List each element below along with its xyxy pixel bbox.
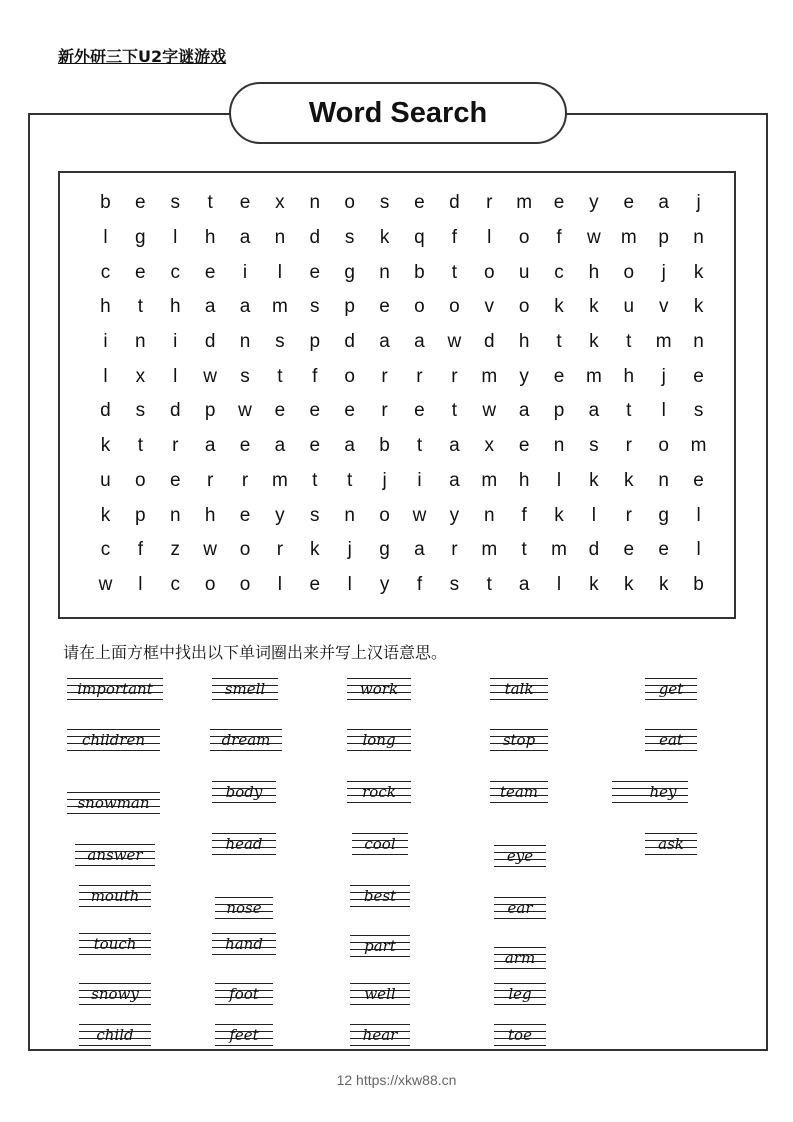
grid-letter: m (481, 539, 498, 561)
grid-letter: l (173, 365, 178, 387)
grid-letter: l (696, 539, 701, 561)
grid-letter: r (451, 539, 458, 561)
grid-letter: k (624, 573, 634, 595)
grid-letter: w (447, 331, 462, 353)
puzzle-title: Word Search (229, 82, 567, 144)
word-child: child (79, 1020, 151, 1050)
grid-letter: g (658, 504, 669, 526)
grid-letter: a (274, 435, 286, 457)
grid-letter: w (203, 365, 217, 387)
grid-letter: l (103, 365, 108, 387)
grid-letter: u (518, 261, 530, 283)
grid-letter: b (100, 192, 111, 214)
grid-letter: o (518, 296, 530, 318)
grid-letter: k (693, 296, 704, 318)
grid-letter: k (589, 331, 599, 353)
grid-letter: s (310, 504, 320, 526)
word-eye: eye (494, 841, 546, 871)
grid-row (88, 290, 716, 325)
grid-letter: r (241, 469, 249, 491)
word-team: team (490, 777, 548, 807)
grid-letter: e (693, 365, 704, 387)
word-foot: foot (215, 979, 273, 1009)
grid-letter: o (239, 539, 251, 561)
grid-letter: t (521, 539, 527, 561)
grid-letter: o (658, 435, 669, 457)
grid-letter: f (556, 227, 562, 249)
grid-letter: o (344, 192, 355, 214)
grid-letter: r (206, 469, 214, 491)
grid-letter: l (103, 227, 108, 249)
grid-letter: r (625, 504, 632, 526)
grid-letter: l (277, 573, 283, 595)
grid-letter: g (135, 227, 146, 249)
grid-letter: n (169, 504, 181, 526)
grid-letter: k (554, 504, 564, 526)
grid-letter: m (481, 469, 498, 491)
grid-letter: y (589, 192, 599, 214)
grid-letter: o (483, 261, 495, 283)
grid-letter: e (274, 400, 286, 422)
grid-letter: p (204, 400, 216, 422)
grid-letter: c (170, 261, 180, 283)
grid-row (88, 325, 716, 360)
grid-letter: n (135, 331, 146, 353)
grid-letter: d (449, 192, 460, 214)
grid-letter: r (381, 365, 388, 387)
grid-letter: e (693, 469, 704, 491)
grid-letter: h (588, 261, 600, 283)
word-toe: toe (494, 1020, 546, 1050)
grid-letter: l (173, 227, 178, 249)
word-arm: arm (494, 943, 546, 973)
grid-letter: n (239, 331, 251, 353)
word-mouth: mouth (79, 881, 151, 911)
grid-row (88, 255, 716, 290)
grid-letter: e (135, 192, 146, 214)
grid-row (88, 221, 716, 256)
grid-letter: s (379, 192, 390, 214)
grid-letter: q (414, 227, 425, 249)
grid-letter: k (100, 504, 111, 526)
grid-letter: m (620, 227, 637, 249)
grid-letter: n (274, 227, 286, 249)
grid-letter: k (100, 435, 111, 457)
grid-letter: t (416, 435, 423, 457)
grid-letter: r (381, 400, 388, 422)
grid-letter: o (518, 227, 530, 249)
grid-letter: e (239, 504, 251, 526)
word-smell: smell (212, 674, 278, 704)
grid-letter: e (518, 435, 530, 457)
grid-letter: y (379, 573, 390, 595)
word-hey: hey (638, 777, 688, 807)
grid-letter: s (240, 365, 250, 387)
grid-letter: c (100, 261, 111, 283)
grid-letter: w (587, 227, 601, 249)
grid-letter: e (379, 296, 390, 318)
grid-letter: p (344, 296, 355, 318)
grid-letter: u (100, 469, 111, 491)
grid-letter: y (275, 504, 285, 526)
grid-letter: n (553, 435, 565, 457)
word-ear: ear (494, 893, 546, 923)
grid-letter: h (204, 227, 216, 249)
grid-letter: a (344, 435, 355, 457)
grid-letter: f (312, 365, 318, 387)
grid-letter: m (271, 296, 288, 318)
grid-letter: w (203, 539, 217, 561)
grid-letter: y (519, 365, 529, 387)
word-search-grid (88, 186, 716, 602)
grid-letter: t (137, 435, 143, 457)
document-title: 新外研三下U2字谜游戏 (58, 47, 227, 66)
grid-letter: a (379, 331, 390, 353)
grid-letter: p (135, 504, 146, 526)
grid-row (88, 359, 716, 394)
grid-letter: a (414, 539, 425, 561)
word-hand: hand (212, 929, 276, 959)
grid-letter: s (449, 573, 460, 595)
grid-letter: n (693, 331, 704, 353)
grid-letter: a (239, 227, 251, 249)
grid-letter: v (658, 296, 669, 318)
grid-letter: h (623, 365, 635, 387)
grid-letter: k (589, 573, 599, 595)
grid-letter: m (271, 469, 288, 491)
grid-letter: e (623, 192, 635, 214)
grid-letter: s (344, 227, 355, 249)
grid-letter: n (693, 227, 704, 249)
grid-letter: j (661, 261, 666, 283)
word-eat: eat (645, 725, 697, 755)
grid-letter: a (204, 296, 216, 318)
grid-letter: r (451, 365, 458, 387)
grid-letter: f (521, 504, 527, 526)
grid-letter: d (309, 227, 321, 249)
grid-letter: a (204, 435, 216, 457)
grid-letter: l (556, 469, 562, 491)
grid-row (88, 186, 716, 221)
grid-letter: l (347, 573, 352, 595)
grid-letter: e (309, 435, 321, 457)
grid-letter: b (693, 573, 704, 595)
grid-letter: e (309, 573, 321, 595)
grid-letter: e (239, 192, 251, 214)
grid-letter: e (658, 539, 669, 561)
grid-letter: k (554, 296, 564, 318)
grid-letter: n (379, 261, 390, 283)
grid-letter: s (135, 400, 146, 422)
grid-letter: t (137, 296, 143, 318)
word-well: well (350, 979, 410, 1009)
word-children: children (67, 725, 160, 755)
grid-letter: m (690, 435, 707, 457)
grid-letter: d (344, 331, 355, 353)
word-head: head (212, 829, 276, 859)
grid-letter: k (624, 469, 634, 491)
grid-letter: j (696, 192, 701, 214)
word-ask: ask (645, 829, 697, 859)
grid-letter: t (556, 331, 562, 353)
grid-letter: h (518, 331, 530, 353)
grid-letter: o (204, 573, 216, 595)
grid-letter: m (481, 365, 498, 387)
grid-letter: e (169, 469, 181, 491)
word-get: get (645, 674, 697, 704)
word-part: part (350, 931, 410, 961)
grid-letter: o (344, 365, 355, 387)
grid-letter: l (696, 504, 701, 526)
word-snowman: snowman (67, 788, 160, 818)
grid-letter: s (589, 435, 599, 457)
grid-letter: w (482, 400, 497, 422)
grid-letter: k (658, 573, 669, 595)
grid-letter: l (487, 227, 492, 249)
grid-letter: e (553, 365, 565, 387)
grid-letter: n (309, 192, 321, 214)
grid-letter: k (379, 227, 390, 249)
grid-letter: e (135, 261, 146, 283)
grid-letter: w (412, 504, 427, 526)
word-work: work (347, 674, 411, 704)
grid-row (88, 464, 716, 499)
grid-letter: f (451, 227, 457, 249)
grid-letter: h (204, 504, 216, 526)
grid-letter: c (100, 539, 111, 561)
grid-letter: d (169, 400, 181, 422)
grid-letter: l (138, 573, 143, 595)
grid-letter: g (344, 261, 355, 283)
grid-letter: t (451, 261, 457, 283)
word-leg: leg (494, 979, 546, 1009)
grid-letter: d (100, 400, 111, 422)
grid-letter: b (379, 435, 390, 457)
grid-row (88, 533, 716, 568)
word-best: best (350, 881, 410, 911)
word-important: important (67, 674, 163, 704)
grid-letter: s (693, 400, 704, 422)
grid-letter: t (486, 573, 492, 595)
grid-letter: i (173, 331, 178, 353)
grid-letter: y (449, 504, 460, 526)
grid-letter: u (623, 296, 635, 318)
word-stop: stop (490, 725, 548, 755)
grid-letter: e (414, 192, 425, 214)
grid-letter: m (516, 192, 533, 214)
grid-letter: l (556, 573, 562, 595)
grid-letter: s (310, 296, 320, 318)
grid-row (88, 498, 716, 533)
grid-letter: f (416, 573, 423, 595)
grid-letter: a (658, 192, 669, 214)
word-dream: dream (210, 725, 282, 755)
grid-letter: t (451, 400, 457, 422)
grid-letter: t (312, 469, 318, 491)
grid-letter: v (484, 296, 494, 318)
grid-letter: k (693, 261, 704, 283)
grid-letter: m (551, 539, 567, 561)
word-answer: answer (75, 840, 155, 870)
word-body: body (212, 777, 276, 807)
grid-letter: k (589, 296, 599, 318)
grid-letter: p (658, 227, 669, 249)
grid-letter: r (486, 192, 493, 214)
grid-letter: a (414, 331, 425, 353)
grid-letter: l (591, 504, 597, 526)
grid-letter: n (658, 469, 669, 491)
grid-letter: o (449, 296, 460, 318)
grid-letter: c (170, 573, 180, 595)
grid-row (88, 394, 716, 429)
word-nose: nose (215, 893, 273, 923)
grid-letter: x (135, 365, 146, 387)
page-footer: 12 https://xkw88.cn (336, 1072, 457, 1088)
grid-letter: a (588, 400, 600, 422)
grid-letter: p (553, 400, 565, 422)
word-feet: feet (215, 1020, 273, 1050)
grid-letter: r (172, 435, 179, 457)
grid-letter: t (626, 331, 632, 353)
grid-letter: t (207, 192, 213, 214)
grid-letter: e (623, 539, 635, 561)
grid-letter: a (518, 573, 530, 595)
grid-row (88, 568, 716, 603)
grid-letter: m (586, 365, 602, 387)
grid-letter: x (275, 192, 285, 214)
grid-letter: l (277, 261, 283, 283)
word-touch: touch (79, 929, 151, 959)
word-talk: talk (490, 674, 548, 704)
word-rock: rock (347, 777, 411, 807)
grid-letter: l (661, 400, 666, 422)
grid-letter: i (103, 331, 108, 353)
grid-letter: d (588, 539, 600, 561)
grid-letter: o (239, 573, 251, 595)
grid-letter: h (518, 469, 530, 491)
grid-letter: c (554, 261, 564, 283)
grid-letter: e (309, 400, 321, 422)
word-long: long (347, 725, 411, 755)
word-hear: hear (350, 1020, 410, 1050)
grid-letter: i (242, 261, 248, 283)
grid-letter: x (484, 435, 494, 457)
instruction-text: 请在上面方框中找出以下单词圈出来并写上汉语意思。 (63, 643, 448, 662)
word-snowy: snowy (79, 979, 151, 1009)
grid-letter: j (347, 539, 352, 561)
grid-letter: e (414, 400, 425, 422)
grid-letter: t (277, 365, 283, 387)
grid-letter: s (275, 331, 285, 353)
grid-letter: a (518, 400, 530, 422)
grid-letter: f (137, 539, 143, 561)
grid-letter: g (379, 539, 390, 561)
grid-letter: e (344, 400, 355, 422)
grid-letter: b (414, 261, 425, 283)
grid-letter: w (238, 400, 252, 422)
grid-letter: n (344, 504, 355, 526)
grid-letter: i (417, 469, 422, 491)
word-cool: cool (352, 829, 408, 859)
grid-letter: t (626, 400, 632, 422)
grid-letter: a (449, 469, 460, 491)
grid-letter: r (625, 435, 632, 457)
grid-letter: e (239, 435, 251, 457)
grid-letter: k (310, 539, 320, 561)
grid-letter: a (449, 435, 460, 457)
grid-letter: h (169, 296, 181, 318)
grid-letter: j (661, 365, 666, 387)
grid-letter: t (347, 469, 353, 491)
grid-letter: n (483, 504, 495, 526)
grid-letter: s (170, 192, 180, 214)
grid-letter: k (589, 469, 599, 491)
grid-row (88, 429, 716, 464)
grid-letter: e (553, 192, 565, 214)
grid-letter: d (204, 331, 216, 353)
grid-letter: o (623, 261, 635, 283)
grid-letter: e (309, 261, 321, 283)
grid-letter: r (416, 365, 423, 387)
grid-letter: o (379, 504, 390, 526)
grid-letter: h (100, 296, 111, 318)
grid-letter: z (170, 539, 180, 561)
grid-letter: d (483, 331, 495, 353)
grid-letter: p (309, 331, 321, 353)
grid-letter: j (382, 469, 387, 491)
grid-letter: o (414, 296, 425, 318)
grid-letter: e (204, 261, 216, 283)
grid-letter: o (135, 469, 146, 491)
grid-letter: m (655, 331, 672, 353)
grid-letter: r (276, 539, 284, 561)
grid-letter: w (98, 573, 113, 595)
grid-letter: a (239, 296, 251, 318)
blank-lines (612, 777, 638, 807)
